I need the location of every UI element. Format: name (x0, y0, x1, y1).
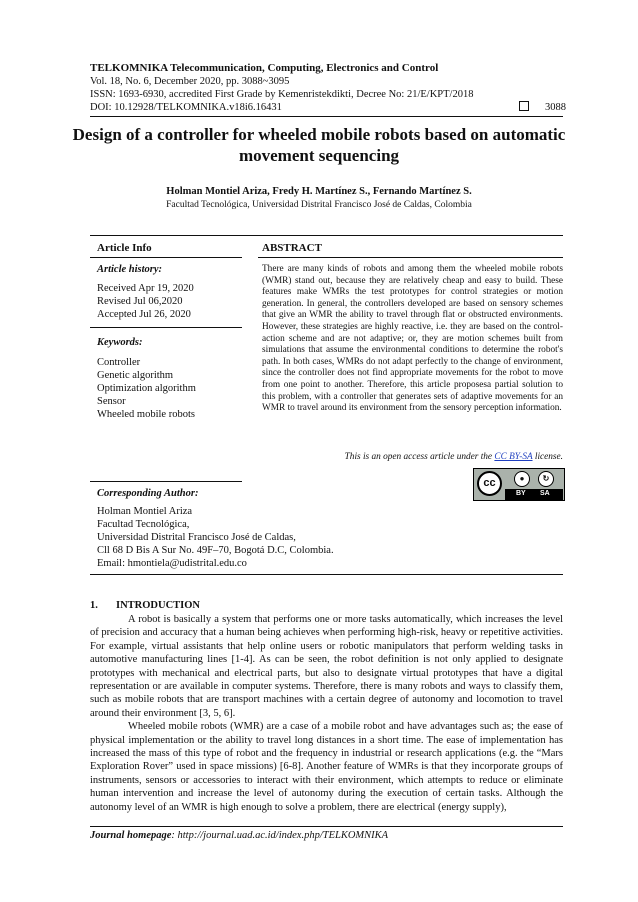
keyword-item: Wheeled mobile robots (97, 409, 195, 420)
history-list (97, 282, 194, 321)
volume-info: Vol. 18, No. 6, December 2020, pp. 3088~3095 (90, 76, 290, 87)
doi-info: DOI: 10.12928/TELKOMNIKA.v18i6.16431 (90, 102, 282, 113)
info-top-rule (90, 235, 563, 236)
history-rule (90, 327, 242, 328)
page-box-icon (519, 101, 529, 111)
history-received: Received Apr 19, 2020 (97, 283, 194, 294)
corresponding-email: Email: hmontiela@udistrital.edu.co (97, 558, 247, 569)
keyword-item: Optimization algorithm (97, 383, 196, 394)
keyword-item: Sensor (97, 396, 126, 407)
section-heading: 1. INTRODUCTION (90, 600, 201, 611)
corresponding-address: Cll 68 D Bis A Sur No. 49F–70, Bogotá D.C, Colombia. (97, 545, 334, 556)
license-link[interactable]: CC BY-SA (494, 452, 533, 462)
corresponding-label: Corresponding Author: (97, 488, 199, 499)
history-accepted: Accepted Jul 26, 2020 (97, 309, 191, 320)
cc-by-sa-badge[interactable] (473, 468, 565, 501)
share-alike-icon: ↻ (538, 471, 554, 487)
affiliation: Facultad Tecnológica, Universidad Distrital Francisco José de Caldas, Colombia (166, 200, 472, 210)
keyword-list (97, 356, 196, 421)
info-heading-rule (90, 257, 242, 258)
open-access-notice: This is an open access article under the CC BY-SA license. (344, 452, 563, 462)
by-label: BY (516, 490, 526, 497)
abstract-heading-rule (258, 257, 563, 258)
intro-paragraph: A robot is basically a system that performs one or more tasks automatically, which increases the level of precision and accuracy that a human being achieves when performing high-risk, heavy or repetitive activities. For example, virtual assistants that help online users or robotic manipulators that perform welding tasks in automotive manufacturing lines [1-4]. As can be seen, the robot definition is not only applied to designate prototypes with mechanical and electrical parts, but also to designate virtual prototypes that have a digital representation or are available in computer systems. Therefore, there is many robots and ways to classify them, such as mobile robots that are transport machines with a certain degree of autonomy and locomotion to travel around their environment [3, 5, 6]. (90, 614, 563, 719)
history-revised: Revised Jul 06,2020 (97, 296, 183, 307)
intro-paragraph: Wheeled mobile robots (WMR) are a case of a mobile robot and have advantages such as; the ease of physical implementation or the ability to travel long distances in a short time. The ease of implementation has increased the mass of this type of robot and the frequency in industrial or research applications (e.g. the “Mars Exploration Rover” used in space missions) [6-8]. Another feature of WMRs is that they incorporate groups of instruments, sensors or accessories to interact with their environment, which attempts to reduce or eliminate human intervention and increase the level of autonomy during the execution of certain tasks. Although the autonomy level of an WMR is high enough to solve a problem, there are electrical (energy supply), (90, 721, 563, 813)
author-list: Holman Montiel Ariza, Fredy H. Martínez S., Fernando Martínez S. (166, 186, 472, 197)
keywords-label: Keywords: (97, 337, 143, 348)
header-rule (90, 116, 563, 117)
abstract-heading: ABSTRACT (262, 242, 322, 254)
info-bottom-rule (90, 574, 563, 575)
footer-rule (90, 826, 563, 827)
page-number: 3088 (519, 101, 566, 114)
person-icon: ● (514, 471, 530, 487)
article-info-heading: Article Info (97, 242, 152, 254)
keyword-item: Controller (97, 357, 141, 368)
intro-body (90, 613, 563, 814)
issn-info: ISSN: 1693-6930, accredited First Grade by Kemenristekdikti, Decree No: 21/E/KPT/2018 (90, 89, 474, 100)
corresponding-faculty: Facultad Tecnológica, (97, 519, 190, 530)
corresponding-university: Universidad Distrital Francisco José de Caldas, (97, 532, 296, 543)
corresponding-details (97, 505, 334, 570)
journal-homepage: Journal homepage: http://journal.uad.ac.id/index.php/TELKOMNIKA (90, 830, 389, 841)
sa-label: SA (540, 490, 550, 497)
corresponding-name: Holman Montiel Ariza (97, 506, 193, 517)
journal-name: TELKOMNIKA Telecommunication, Computing, Electronics and Control (90, 62, 439, 74)
homepage-url[interactable]: : http://journal.uad.ac.id/index.php/TELKOMNIKA (171, 830, 389, 841)
paper-title: Design of a controller for wheeled mobile robots based on automatic movement sequencing (72, 125, 566, 165)
abstract-text: There are many kinds of robots and among them the wheeled mobile robots (WMR) stand out, because they are relatively cheap and easy to build. These features make WMRs the test prototypes for control strategies or motion generation. In general, the controllers developed are based on sensory schemes that give an WMR the ability to travel through flat or obstructed environments. However, these strategies are highly reactive, i.e. they are based on the control-action scheme and are not adaptive; or, they are motion schemes built from simulations that assume the environmental conditions to determine the robot's path. In both cases, WMRs do not adapt perfectly to the change of environment, since the controller does not find appropriate movements for the robot to move from one point to another. Therefore, this article proposesa partial solution to this problem, with a controller that generates sets of adaptive movements for an WMR to travel around its environment from the sensory perception information. (262, 264, 563, 414)
corresponding-top-rule (90, 481, 242, 482)
keyword-item: Genetic algorithm (97, 370, 174, 381)
cc-icon: cc (477, 471, 502, 496)
history-label: Article history: (97, 264, 163, 275)
